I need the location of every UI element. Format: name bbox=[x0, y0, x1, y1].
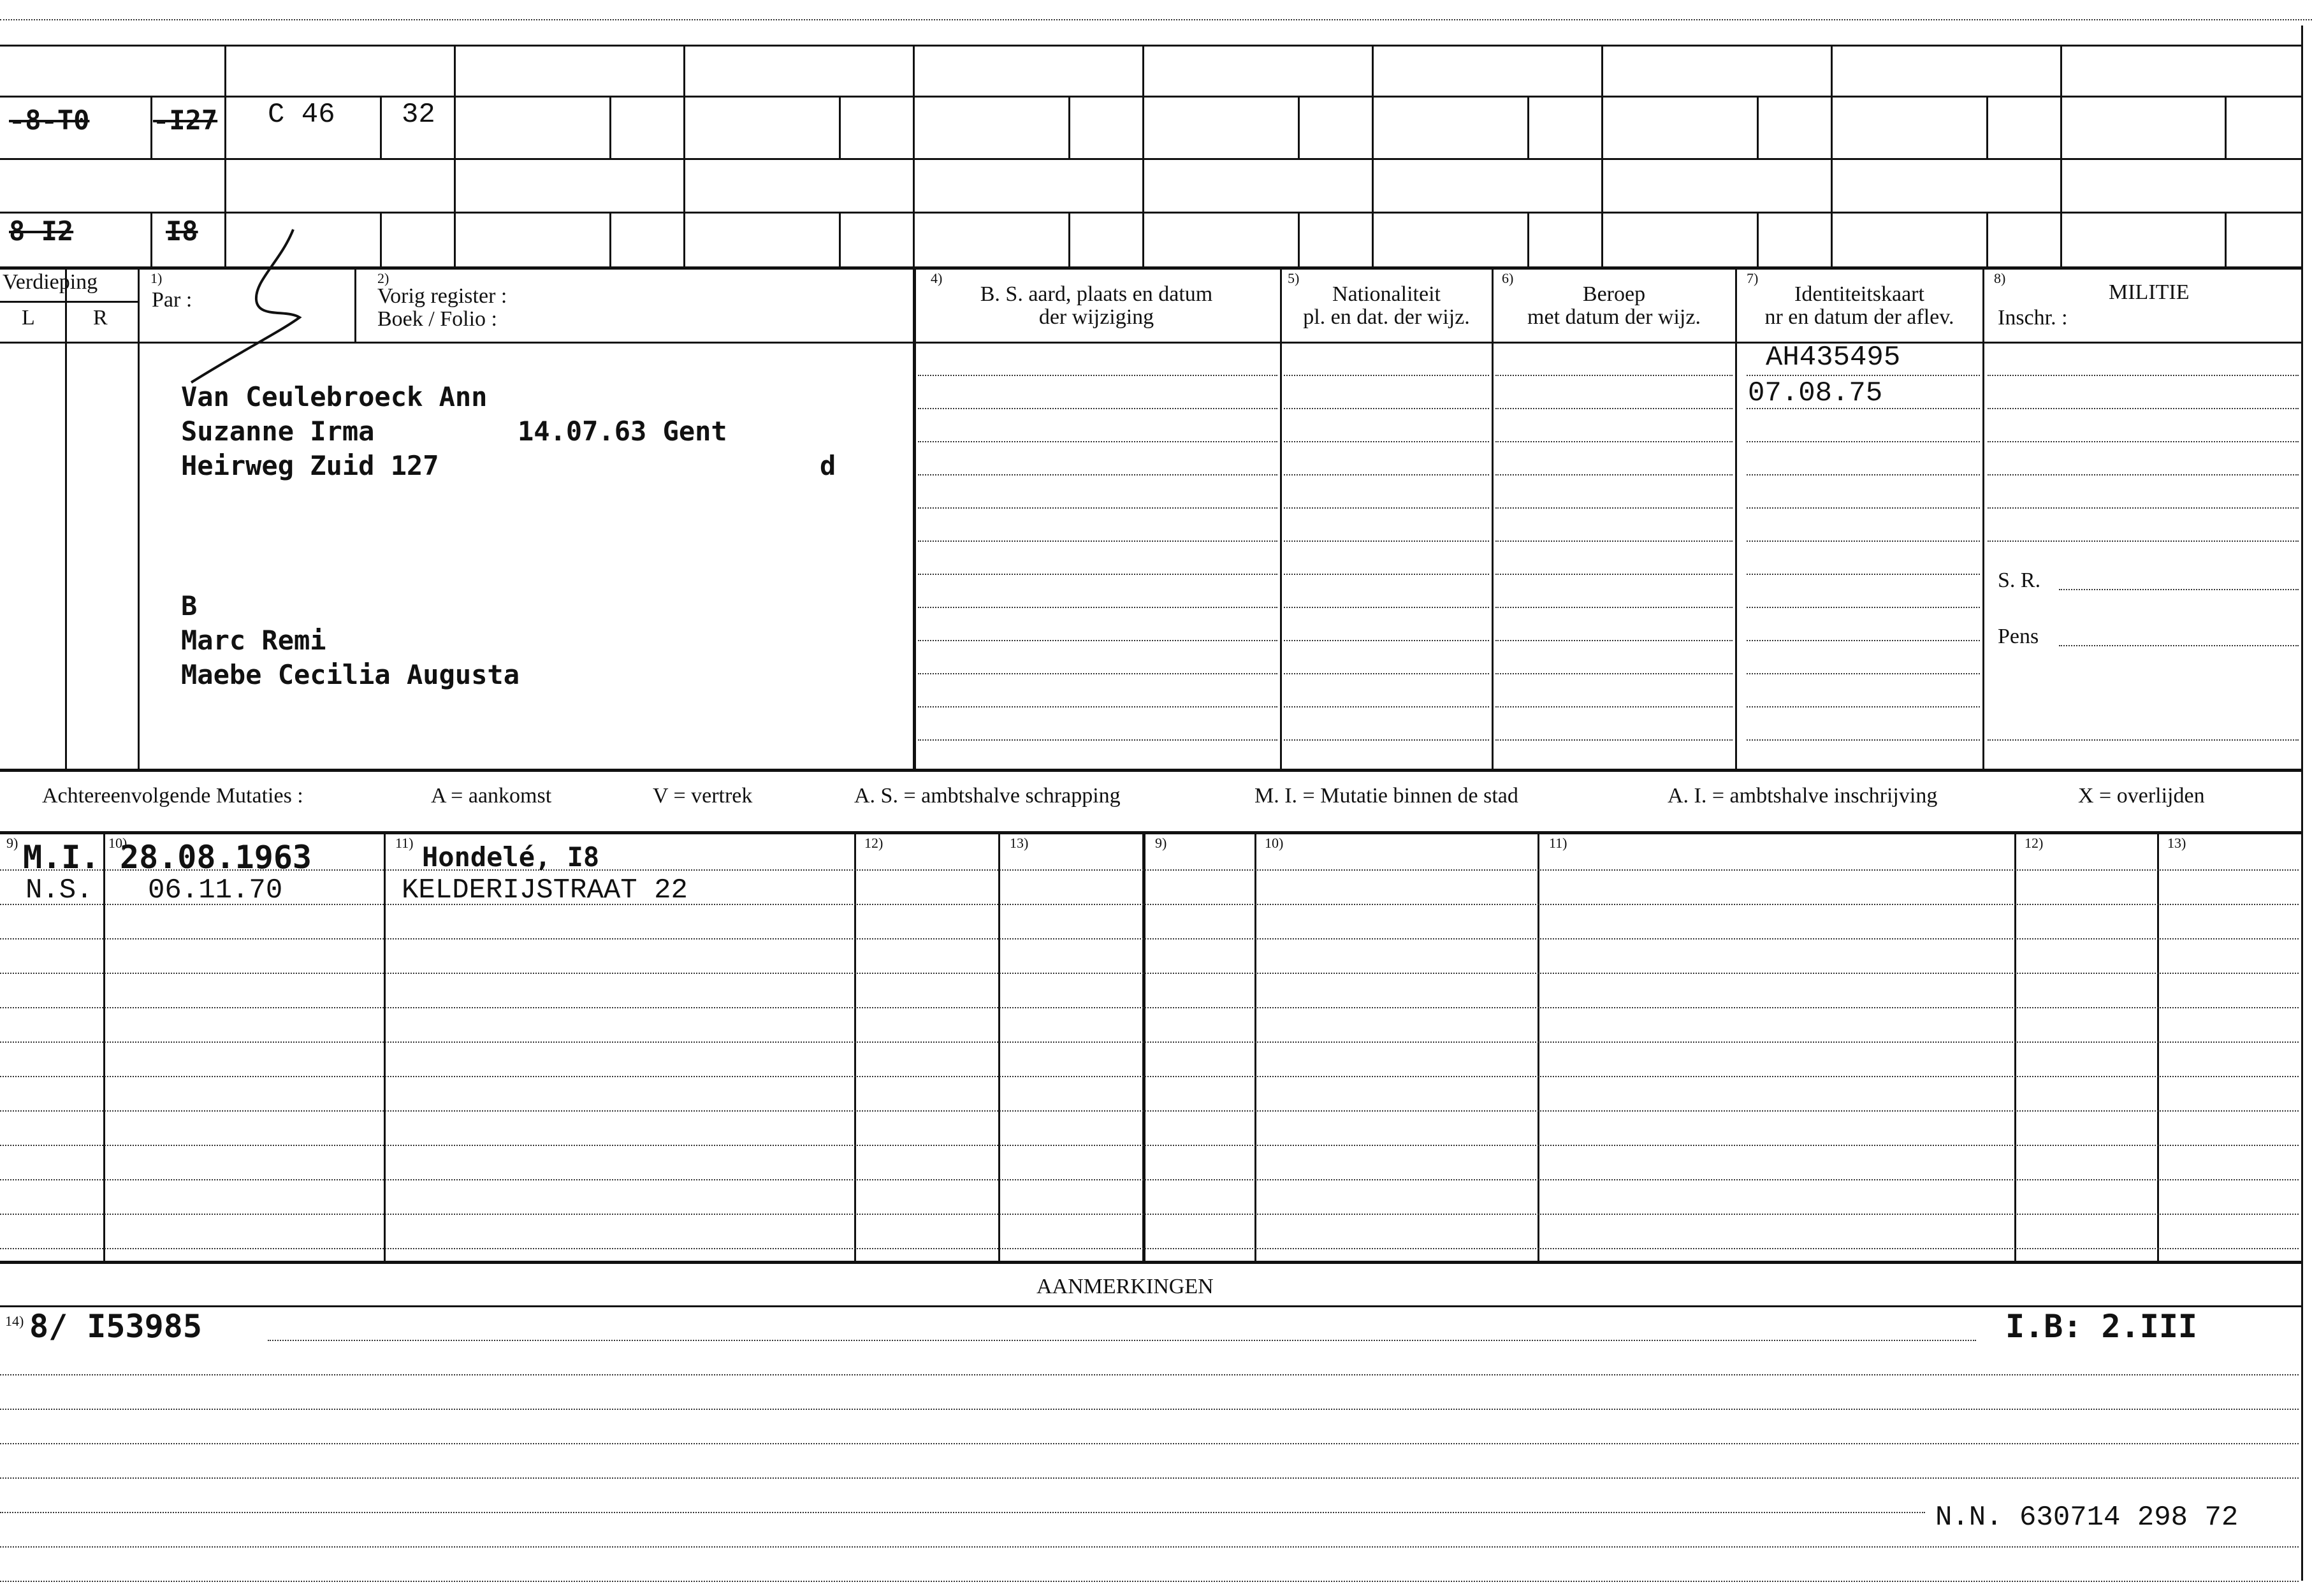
boek-folio-label: Boek / Folio : bbox=[377, 307, 497, 331]
mut-row-line bbox=[0, 1179, 2299, 1180]
grid-tick bbox=[380, 212, 382, 266]
militie-line bbox=[1988, 375, 2299, 376]
militie-line bbox=[1988, 441, 2299, 442]
remarks-line bbox=[268, 1340, 1976, 1341]
nat-line bbox=[1284, 474, 1489, 475]
remarks-line bbox=[0, 1512, 1925, 1513]
bs-line bbox=[918, 607, 1277, 608]
bs-line bbox=[918, 507, 1277, 509]
mutation-1-address: Hondelé, I8 bbox=[422, 841, 600, 873]
remarks-line bbox=[0, 1443, 2299, 1444]
grid-tick bbox=[1298, 212, 1300, 266]
mut-note-11: 11) bbox=[395, 835, 414, 851]
grid-vline bbox=[1142, 45, 1144, 268]
remarks-line bbox=[0, 1477, 2299, 1479]
top-grid-line bbox=[0, 212, 2301, 214]
handwritten-mark-icon bbox=[185, 223, 306, 389]
mut-row-line bbox=[0, 904, 2299, 905]
remarks-title: AANMERKINGEN bbox=[1036, 1275, 1214, 1298]
nationaliteit-header bbox=[1281, 283, 1492, 329]
remarks-note-14: 14) bbox=[5, 1313, 24, 1329]
person-mark-d: d bbox=[820, 450, 836, 481]
beroep-line bbox=[1495, 640, 1733, 641]
id-line bbox=[1747, 574, 1980, 575]
bs-line bbox=[918, 673, 1277, 674]
mut-row-line bbox=[0, 1145, 2299, 1146]
legend-v: V = vertrek bbox=[653, 784, 753, 808]
note-5: 5) bbox=[1288, 270, 1300, 286]
beroep-header bbox=[1493, 283, 1735, 329]
beroep-line bbox=[1495, 673, 1733, 674]
grid-tick bbox=[1068, 212, 1070, 266]
beroep-line bbox=[1495, 441, 1733, 442]
grid-vline bbox=[683, 45, 685, 268]
bs-header bbox=[918, 283, 1275, 329]
grid-tick bbox=[2225, 212, 2227, 266]
mut-col-divider bbox=[854, 831, 856, 1261]
person-given-names: Suzanne Irma bbox=[181, 416, 375, 447]
mut-col-divider bbox=[384, 831, 386, 1261]
bs-line bbox=[918, 441, 1277, 442]
note-1: 1) bbox=[150, 270, 163, 286]
grid-tick bbox=[1757, 96, 1759, 158]
nat-line bbox=[1284, 408, 1489, 409]
pens-label: Pens bbox=[1998, 625, 2039, 648]
id-card-date: 07.08.75 bbox=[1748, 377, 1883, 409]
militie-line bbox=[1988, 739, 2299, 741]
bs-line bbox=[918, 408, 1277, 409]
bs-line bbox=[918, 706, 1277, 707]
mut-col-divider bbox=[2157, 831, 2159, 1261]
militie-line bbox=[1988, 507, 2299, 509]
nat-line bbox=[1284, 607, 1489, 608]
grid-tick bbox=[380, 96, 382, 158]
militie-label: MILITIE bbox=[2109, 280, 2190, 304]
body-bottom-border bbox=[0, 769, 2301, 772]
grid-vline bbox=[1372, 45, 1374, 268]
beroep-line bbox=[1495, 474, 1733, 475]
person-birth: 14.07.63 Gent bbox=[518, 416, 727, 447]
bs-header-line2: der wijziging bbox=[1038, 305, 1154, 329]
mut-col-divider bbox=[2014, 831, 2016, 1261]
mutation-1-date: 28.08.1963 bbox=[120, 839, 312, 876]
grid-tick bbox=[609, 212, 611, 266]
remarks-line bbox=[0, 1581, 2299, 1582]
grid-tick bbox=[839, 96, 841, 158]
mut-col-divider bbox=[998, 831, 1000, 1261]
mut-note-10b: 10) bbox=[1265, 835, 1284, 851]
top-grid-line bbox=[0, 158, 2301, 160]
note-8: 8) bbox=[1994, 270, 2006, 286]
id-line2: nr en datum der aflev. bbox=[1764, 305, 1954, 329]
note-6: 6) bbox=[1502, 270, 1514, 286]
mut-col-divider bbox=[103, 831, 105, 1261]
id-line bbox=[1747, 507, 1980, 509]
mutation-2-address: KELDERIJSTRAAT 22 bbox=[402, 874, 688, 906]
mutations-top-border bbox=[0, 831, 2301, 834]
beroep-line bbox=[1495, 540, 1733, 542]
remarks-ib: I.B: 2.III bbox=[2005, 1308, 2198, 1345]
militie-line bbox=[1988, 540, 2299, 542]
top-edge-line bbox=[0, 19, 2312, 20]
top-cell-row2-a: 8 I2 bbox=[9, 215, 74, 247]
id-line bbox=[1747, 607, 1980, 608]
nationaliteit-line2: pl. en dat. der wijz. bbox=[1303, 305, 1470, 329]
id-line1: Identiteitskaart bbox=[1794, 282, 1924, 306]
legend-ai: A. I. = ambtshalve inschrijving bbox=[1668, 784, 1938, 808]
mut-col-divider-center bbox=[1142, 831, 1145, 1261]
nat-line bbox=[1284, 540, 1489, 542]
identiteitskaart-header bbox=[1736, 283, 1982, 329]
mut-col-divider bbox=[1538, 831, 1539, 1261]
grid-vline bbox=[1601, 45, 1603, 268]
bs-line bbox=[918, 640, 1277, 641]
nat-line bbox=[1284, 574, 1489, 575]
remarks-line bbox=[0, 1546, 2299, 1548]
mutations-bottom-border bbox=[0, 1261, 2301, 1264]
beroep-line bbox=[1495, 408, 1733, 409]
grid-tick bbox=[1527, 96, 1529, 158]
mut-note-13: 13) bbox=[1010, 835, 1029, 851]
header-bottom-border bbox=[0, 342, 2301, 344]
note-7: 7) bbox=[1747, 270, 1759, 286]
grid-tick bbox=[150, 212, 152, 266]
person-mother: Maebe Cecilia Augusta bbox=[181, 659, 520, 690]
nat-line bbox=[1284, 739, 1489, 741]
nat-line bbox=[1284, 507, 1489, 509]
id-line bbox=[1747, 640, 1980, 641]
id-line bbox=[1747, 673, 1980, 674]
grid-tick bbox=[1757, 212, 1759, 266]
grid-tick bbox=[1527, 212, 1529, 266]
person-address: Heirweg Zuid 127 bbox=[181, 450, 439, 481]
nat-line bbox=[1284, 375, 1489, 376]
id-card-number: AH435495 bbox=[1766, 342, 1901, 374]
mut-note-12: 12) bbox=[864, 835, 883, 851]
sr-line bbox=[2059, 589, 2299, 590]
top-cell-row1-d: 32 bbox=[402, 99, 435, 131]
mut-col-divider bbox=[1254, 831, 1256, 1261]
bs-line bbox=[918, 375, 1277, 376]
grid-tick bbox=[1298, 96, 1300, 158]
mutation-1-type: M.I. bbox=[23, 839, 100, 876]
person-father: Marc Remi bbox=[181, 625, 326, 656]
legend-mi: M. I. = Mutatie binnen de stad bbox=[1254, 784, 1518, 808]
mut-note-11b: 11) bbox=[1549, 835, 1567, 851]
legend-x: X = overlijden bbox=[2078, 784, 2205, 808]
nat-line bbox=[1284, 640, 1489, 641]
legend-as: A. S. = ambtshalve schrapping bbox=[854, 784, 1121, 808]
right-border bbox=[2301, 25, 2303, 1581]
id-line bbox=[1747, 375, 1980, 376]
grid-vline bbox=[2060, 45, 2062, 268]
bs-line bbox=[918, 574, 1277, 575]
mut-note-9b: 9) bbox=[1155, 835, 1167, 851]
grid-tick bbox=[1986, 96, 1988, 158]
header-top-border bbox=[0, 266, 2301, 270]
id-line bbox=[1747, 739, 1980, 741]
col-R-label: R bbox=[93, 306, 108, 330]
col-divider bbox=[354, 266, 356, 342]
mut-row-line bbox=[0, 1076, 2299, 1077]
mut-note-13b: 13) bbox=[2167, 835, 2186, 851]
mut-note-10: 10) bbox=[108, 835, 127, 851]
remarks-line bbox=[0, 1409, 2299, 1410]
vorig-register-label: Vorig register : bbox=[377, 284, 507, 308]
grid-tick bbox=[1986, 212, 1988, 266]
sr-label: S. R. bbox=[1998, 569, 2041, 592]
grid-tick bbox=[2225, 96, 2227, 158]
remarks-top-border bbox=[0, 1305, 2301, 1307]
bs-line bbox=[918, 739, 1277, 741]
mut-row-line bbox=[0, 938, 2299, 939]
remarks-nn: N.N. 630714 298 72 bbox=[1935, 1502, 2239, 1534]
grid-tick bbox=[1068, 96, 1070, 158]
top-cell-row2-b: I8 bbox=[166, 215, 198, 247]
beroep-line bbox=[1495, 739, 1733, 741]
verdieping-label: Verdieping bbox=[3, 270, 98, 294]
mut-row-line bbox=[0, 869, 2299, 871]
militie-line bbox=[1988, 408, 2299, 409]
note-4: 4) bbox=[931, 270, 943, 286]
top-cell-row1-a: -8-T0 bbox=[9, 105, 90, 136]
verdieping-divider bbox=[0, 301, 138, 303]
person-mark-b: B bbox=[181, 590, 198, 621]
mut-row-line bbox=[0, 1110, 2299, 1112]
grid-tick bbox=[839, 212, 841, 266]
legend-a: A = aankomst bbox=[431, 784, 552, 808]
id-line bbox=[1747, 540, 1980, 542]
mutation-2-type: N.S. bbox=[25, 874, 93, 906]
mut-row-line bbox=[0, 1248, 2299, 1249]
pens-line bbox=[2059, 645, 2299, 646]
inschr-label: Inschr. : bbox=[1998, 306, 2068, 330]
mut-row-line bbox=[0, 1214, 2299, 1215]
top-grid-border bbox=[0, 45, 2301, 47]
nat-line bbox=[1284, 673, 1489, 674]
id-line bbox=[1747, 441, 1980, 442]
beroep-line bbox=[1495, 706, 1733, 707]
bs-header-line1: B. S. aard, plaats en datum bbox=[980, 282, 1213, 306]
top-grid-line bbox=[0, 96, 2301, 98]
legend-title: Achtereenvolgende Mutaties : bbox=[42, 784, 303, 808]
mut-note-9: 9) bbox=[6, 835, 18, 851]
mutation-2-date: 06.11.70 bbox=[148, 874, 283, 906]
bs-line bbox=[918, 540, 1277, 542]
col-L-label: L bbox=[22, 306, 35, 330]
grid-vline bbox=[913, 45, 915, 268]
beroep-line bbox=[1495, 574, 1733, 575]
grid-tick bbox=[150, 96, 152, 158]
note-2: 2) bbox=[377, 270, 389, 286]
mut-row-line bbox=[0, 973, 2299, 974]
grid-vline bbox=[1831, 45, 1833, 268]
beroep-line1: Beroep bbox=[1582, 282, 1646, 306]
id-line bbox=[1747, 706, 1980, 707]
beroep-line bbox=[1495, 375, 1733, 376]
beroep-line bbox=[1495, 607, 1733, 608]
militie-line bbox=[1988, 474, 2299, 475]
nationaliteit-line1: Nationaliteit bbox=[1332, 282, 1441, 306]
bs-line bbox=[918, 474, 1277, 475]
person-name: Van Ceulebroeck Ann bbox=[181, 381, 488, 412]
id-line bbox=[1747, 474, 1980, 475]
grid-tick bbox=[609, 96, 611, 158]
nat-line bbox=[1284, 706, 1489, 707]
remarks-code: 8/ I53985 bbox=[29, 1308, 202, 1345]
beroep-line bbox=[1495, 507, 1733, 509]
mut-row-line bbox=[0, 1007, 2299, 1008]
grid-vline bbox=[454, 45, 456, 268]
top-cell-row1-c: C 46 bbox=[268, 99, 335, 131]
mut-note-12b: 12) bbox=[2025, 835, 2044, 851]
mut-row-line bbox=[0, 1041, 2299, 1043]
remarks-line bbox=[0, 1374, 2299, 1375]
beroep-line2: met datum der wijz. bbox=[1527, 305, 1701, 329]
nat-line bbox=[1284, 441, 1489, 442]
top-cell-row1-b: -I27 bbox=[153, 105, 218, 136]
par-label: Par : bbox=[152, 288, 193, 312]
